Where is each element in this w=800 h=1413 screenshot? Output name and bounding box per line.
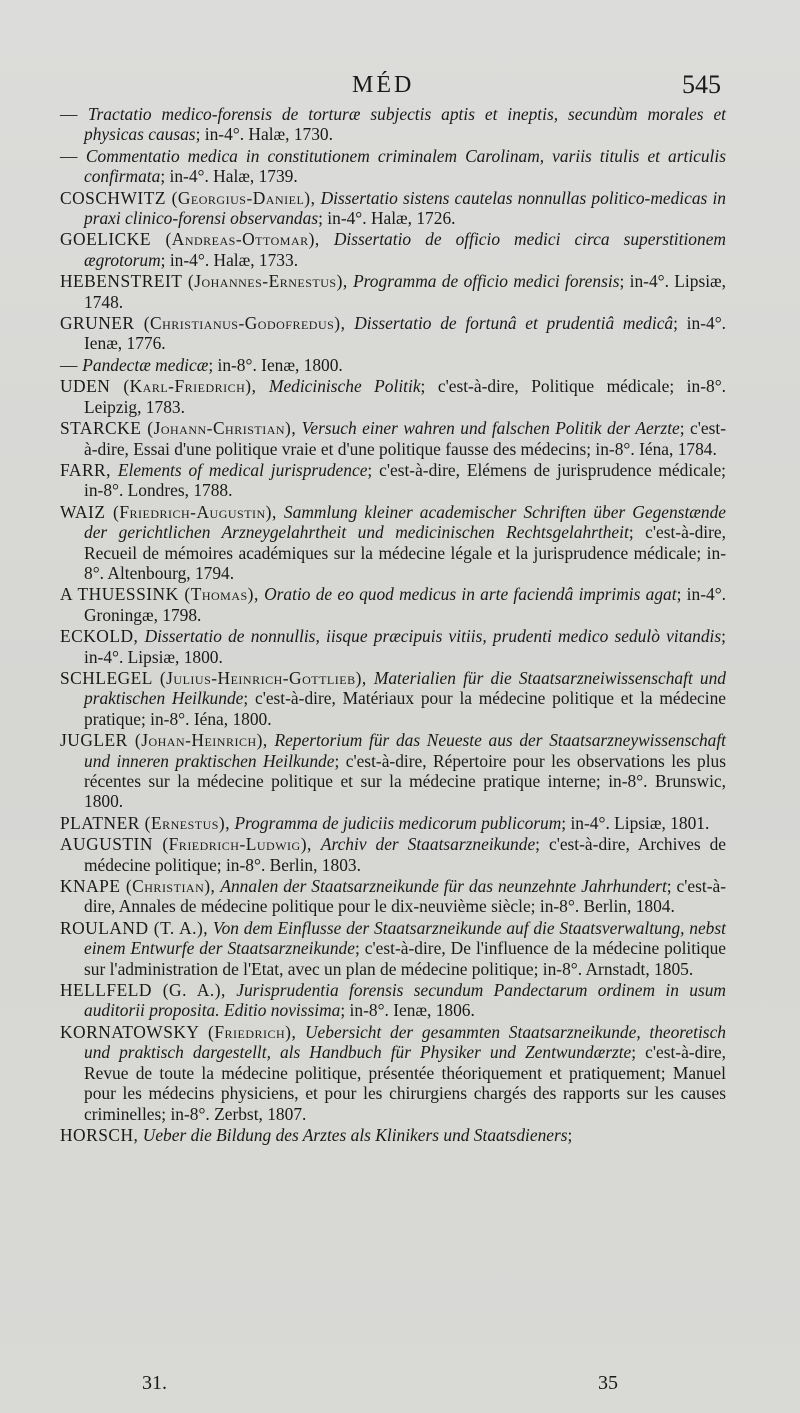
entry-title: Ueber die Bildung des Arztes als Klinikers und Staatsdieners	[142, 1124, 568, 1145]
entry-imprint: ; c'est-à-dire, Politique médicale; in-8°. Leipzig, 1783.	[84, 376, 726, 417]
entry-author: PLATNER (Ernestus),	[60, 812, 231, 833]
bibliography-entry	[60, 730, 726, 812]
bibliography-entry	[60, 1125, 726, 1145]
entry-imprint: ; c'est-à-dire, Revue de toute la médecine politique, présentée théoriquement et pratiquement; Manuel pour les médecins physiciens, et pour les chirurgiens chargés des rapports sur les causes criminelles; in-8°. Zerbst, 1807.	[84, 1042, 726, 1124]
bibliography-list	[60, 104, 726, 1146]
bibliography-entry	[60, 460, 726, 501]
entry-title: Annalen der Staatsarzneikunde für das neunzehnte Jahrhundert	[220, 876, 667, 897]
bibliography-entry	[60, 229, 726, 270]
bibliography-entry	[60, 813, 726, 833]
entry-imprint: ; in-4°. Halæ, 1733.	[160, 249, 299, 270]
entry-title: Sammlung kleiner academischer Schriften über Gegenstænde der gerichtlichen Arzneygelahrtheit und medicinischen Rechtsgelahrtheit	[84, 501, 726, 543]
entry-title: Programma de judiciis medicorum publicorum	[234, 812, 562, 833]
entry-imprint: ; c'est-à-dire, Elémens de jurisprudence médicale; in-8°. Londres, 1788.	[84, 459, 726, 501]
entry-imprint: ; in-4°. Lipsiæ, 1748.	[84, 271, 726, 312]
entry-author: WAIZ (Friedrich-Augustin),	[60, 501, 277, 522]
page-number: 545	[682, 70, 721, 99]
bibliography-entry	[60, 876, 726, 917]
entry-title: Programma de officio medici forensis	[353, 271, 620, 292]
bibliography-entry	[60, 418, 726, 459]
entry-author: AUGUSTIN (Friedrich-Ludwig),	[60, 834, 312, 855]
entry-author: —	[60, 354, 78, 375]
entry-author: GRUNER (Christianus-Godofredus),	[60, 313, 346, 334]
bibliography-entry	[60, 355, 726, 375]
bibliography-entry	[60, 834, 726, 875]
page-header	[0, 68, 800, 98]
signature-mark: 31.	[142, 1372, 167, 1394]
entry-author: ECKOLD,	[60, 626, 139, 647]
entry-title: Materialien für die Staatsarzneiwissenschaft und praktischen Heilkunde	[84, 667, 726, 709]
entry-title: Repertorium für das Neueste aus der Staatsarzneywissenschaft und inneren praktischen Heilkunde	[84, 730, 726, 771]
entry-title: Von dem Einflusse der Staatsarzneikunde auf die Staatsverwaltung, nebst einem Entwurfe der Staatsarzneikunde	[84, 917, 726, 959]
entry-author: HELLFELD (G. A.),	[60, 980, 226, 1001]
entry-title: Dissertatio de fortunâ et prudentiâ medicâ	[354, 313, 674, 334]
entry-imprint: ; in-4°. Halæ, 1730.	[195, 124, 333, 145]
entry-title: Archiv der Staatsarzneikunde	[320, 834, 536, 855]
bibliography-entry	[60, 918, 726, 979]
entry-imprint: ; c'est-à-dire, Répertoire pour les observations les plus récentes sur la médecine politique et sur la médecine pratique interne; in-8°. Brunswic, 1800.	[84, 750, 726, 812]
entry-imprint: ; in-4°. Halæ, 1739.	[160, 166, 298, 187]
entry-author: UDEN (Karl-Friedrich),	[60, 376, 257, 397]
bibliography-entry	[60, 668, 726, 729]
entry-title: Commentatio medica in constitutionem criminalem Carolinam, variis titulis et articulis confirmata	[84, 145, 726, 187]
bibliography-entry	[60, 626, 726, 667]
bibliography-entry	[60, 271, 726, 312]
entry-imprint: ;	[567, 1124, 573, 1145]
bibliography-entry	[60, 1022, 726, 1124]
page-footer	[0, 1372, 800, 1396]
entry-imprint: ; in-4°. Halæ, 1726.	[318, 208, 456, 229]
entry-author: JUGLER (Johan-Heinrich),	[60, 730, 268, 751]
running-head: MÉD	[352, 72, 415, 98]
entry-title: Uebersicht der gesammten Staatsarzneikunde, theoretisch und praktisch dargestellt, als Handbuch für Physiker und Zentwundærzte	[84, 1021, 726, 1063]
bibliography-entry	[60, 188, 726, 229]
entry-author: ROULAND (T. A.),	[60, 917, 209, 938]
bibliography-entry	[60, 502, 726, 584]
entry-imprint: ; c'est-à-dire, Essai d'une politique vraie et d'une politique fausse des médecins; in-8°. Iéna, 1784.	[84, 418, 726, 459]
entry-author: COSCHWITZ (Georgius-Daniel),	[60, 187, 316, 208]
bibliography-entry	[60, 376, 726, 417]
entry-imprint: ; c'est-à-dire, Matériaux pour la médecine politique et la médecine pratique; in-8°. Iéna, 1800.	[84, 688, 727, 729]
entry-author: SCHLEGEL (Julius-Heinrich-Gottlieb),	[60, 667, 367, 688]
folio-number: 35	[598, 1372, 618, 1394]
entry-title: Versuch einer wahren und falschen Politik der Aerzte	[301, 418, 680, 439]
entry-title: Medicinische Politik	[268, 376, 421, 397]
entry-author: GOELICKE (Andreas-Ottomar),	[60, 229, 320, 250]
entry-imprint: ; in-8°. Ienæ, 1806.	[340, 1000, 475, 1021]
entry-imprint: ; in-4°. Lipsiæ, 1801.	[561, 812, 710, 833]
bibliography-entry	[60, 980, 726, 1021]
entry-author: —	[60, 145, 78, 166]
bibliography-entry	[60, 313, 726, 354]
entry-title: Dissertatio sistens cautelas nonnullas politico-medicas in praxi clinico-forensi observandas	[84, 187, 726, 229]
entry-author: HORSCH,	[60, 1124, 139, 1145]
bibliography-entry	[60, 146, 726, 187]
entry-imprint: ; c'est-à-dire, Archives de médecine politique; in-8°. Berlin, 1803.	[84, 834, 726, 875]
entry-author: A THUESSINK (Thomas),	[60, 584, 259, 605]
entry-imprint: ; c'est-à-dire, Annales de médecine politique pour le dix-neuvième siècle; in-8°. Berlin, 1804.	[84, 876, 726, 917]
entry-author: KORNATOWSKY (Friedrich),	[60, 1021, 297, 1042]
entry-title: Jurisprudentia forensis secundum Pandectarum ordinem in usum auditorii proposita. Editio novissima	[84, 980, 726, 1021]
entry-imprint: ; in-4°. Groningæ, 1798.	[84, 584, 726, 625]
entry-title: Dissertatio de officio medici circa superstitionem ægrotorum	[84, 229, 726, 270]
entry-imprint: ; in-4°. Ienæ, 1776.	[84, 313, 726, 354]
bibliography-entry	[60, 104, 726, 145]
entry-title: Oratio de eo quod medicus in arte faciendâ imprimis agat	[264, 584, 677, 605]
entry-imprint: ; c'est-à-dire, Recueil de mémoires académiques sur la médecine légale et la jurisprudence médicale; in-8°. Altenbourg, 1794.	[84, 522, 726, 583]
entry-title: Pandectæ medicæ	[82, 354, 209, 375]
entry-author: FARR,	[60, 459, 111, 480]
entry-title: Tractatio medico-forensis de torturæ subjectis aptis et ineptis, secundùm morales et physicas causas	[84, 104, 726, 145]
entry-imprint: ; in-8°. Ienæ, 1800.	[208, 354, 343, 375]
entry-author: —	[60, 104, 78, 124]
entry-author: KNAPE (Christian),	[60, 876, 216, 897]
entry-imprint: ; in-4°. Lipsiæ, 1800.	[84, 626, 726, 667]
entry-title: Dissertatio de nonnullis, iisque præcipuis vitiis, prudenti medico sedulò vitandis	[144, 626, 722, 647]
bibliography-entry	[60, 584, 726, 625]
entry-author: STARCKE (Johann-Christian),	[60, 418, 297, 439]
entry-author: HEBENSTREIT (Johannes-Ernestus),	[60, 271, 348, 292]
entry-title: Elements of medical jurisprudence	[117, 459, 368, 480]
entry-imprint: ; c'est-à-dire, De l'influence de la médecine politique sur l'administration de l'Etat, avec un plan de médecine politique; in-8°. Arnstadt, 1805.	[84, 938, 727, 979]
